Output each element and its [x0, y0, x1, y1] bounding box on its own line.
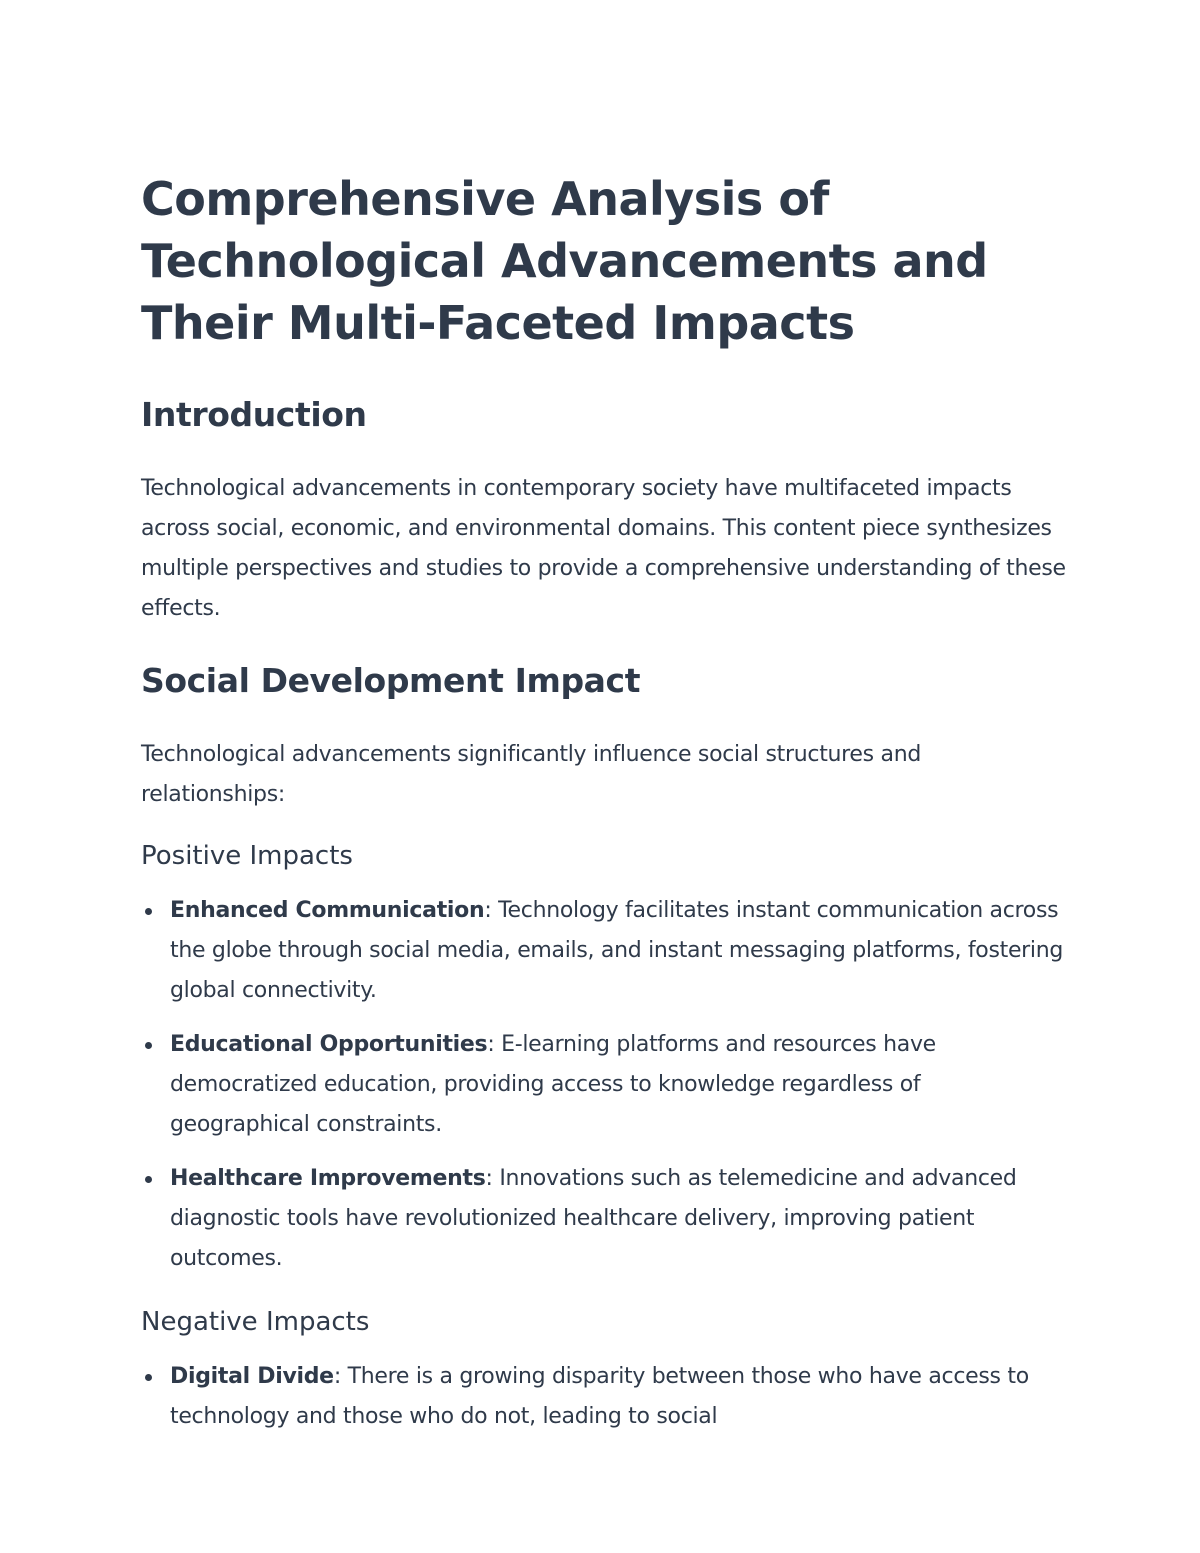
subheading-positive-impacts: Positive Impacts: [141, 841, 353, 871]
bullet-icon: [145, 908, 152, 915]
list-item-term: Enhanced Communication: [170, 898, 485, 923]
list-item-term: Digital Divide: [170, 1364, 334, 1389]
list-item: [141, 891, 1066, 1011]
list-item: [141, 1159, 1066, 1279]
list-item-text: : There is a growing disparity between those who have access to technology and those who do not, leading to social: [170, 1364, 1029, 1429]
list-item-text: : E-learning platforms and resources have democratized education, providing access to knowledge regardless of geographical constraints.: [170, 1032, 936, 1137]
subheading-negative-impacts: Negative Impacts: [141, 1307, 370, 1337]
bullet-icon: [145, 1042, 152, 1049]
negative-impacts-list: [141, 1357, 1066, 1437]
list-item: [141, 1357, 1066, 1437]
document-title: Comprehensive Analysis of Technological Advancements and Their Multi-Faceted Impacts: [141, 172, 988, 350]
bullet-icon: [145, 1176, 152, 1183]
list-item-term: Educational Opportunities: [170, 1032, 488, 1057]
list-item-text: : Technology facilitates instant communication across the globe through social media, emails, and instant messaging platforms, fostering global connectivity.: [170, 898, 1064, 1003]
section-heading-social-development: Social Development Impact: [141, 661, 641, 700]
social-development-paragraph: Technological advancements significantly influence social structures and relationships:: [141, 742, 922, 807]
positive-impacts-list: [141, 891, 1066, 1279]
document-page: [141, 168, 1066, 1463]
list-item-term: Healthcare Improvements: [170, 1166, 486, 1191]
list-item: [141, 1025, 1066, 1145]
introduction-paragraph: Technological advancements in contemporary society have multifaceted impacts across social, economic, and environmental domains. This content piece synthesizes multiple perspectives and studies to provide a comprehensive understanding of these effects.: [141, 476, 1066, 621]
bullet-icon: [145, 1374, 152, 1381]
section-heading-introduction: Introduction: [141, 395, 367, 434]
list-item-text: : Innovations such as telemedicine and advanced diagnostic tools have revolutionized healthcare delivery, improving patient outcomes.: [170, 1166, 1017, 1271]
